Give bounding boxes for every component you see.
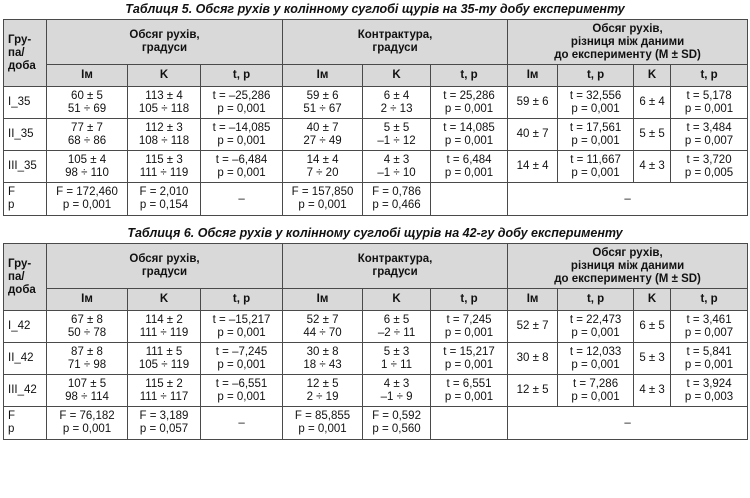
data-cell: t = 5,178 p = 0,001	[671, 87, 748, 119]
data-cell: 77 ± 7 68 ÷ 86	[47, 119, 128, 151]
data-cell: t = 32,556 p = 0,001	[558, 87, 634, 119]
data-cell: t = –14,085 p = 0,001	[201, 119, 283, 151]
data-cell	[431, 407, 508, 440]
data-cell: 12 ± 5 2 ÷ 19	[283, 375, 363, 407]
subheader-cell: t, p	[558, 289, 634, 311]
data-cell: t = 6,484 p = 0,001	[431, 151, 508, 183]
spacer	[3, 216, 747, 224]
data-cell: t = –6,551 p = 0,001	[201, 375, 283, 407]
col-group-header: Обсяг рухів, різниця між даними до експерименту (M ± SD)	[508, 244, 748, 289]
row-label: F p	[4, 407, 47, 440]
data-cell: F = 3,189 p = 0,057	[128, 407, 201, 440]
table-row	[4, 87, 748, 119]
data-cell: t = 17,561 p = 0,001	[558, 119, 634, 151]
data-cell: F = 85,855 p = 0,001	[283, 407, 363, 440]
data-cell: 4 ± 3	[634, 375, 671, 407]
subheader-cell: t, p	[201, 289, 283, 311]
data-cell: t = –7,245 p = 0,001	[201, 343, 283, 375]
subheader-row	[4, 65, 748, 87]
header-row	[4, 244, 748, 289]
data-cell: 67 ± 8 50 ÷ 78	[47, 311, 128, 343]
data-cell: t = 3,484 p = 0,007	[671, 119, 748, 151]
table-caption: Таблиця 5. Обсяг рухів у колінному суглобі щурів на 35-ту добу експерименту	[125, 2, 625, 16]
subheader-cell: t, p	[431, 289, 508, 311]
data-cell: 105 ± 4 98 ÷ 110	[47, 151, 128, 183]
document	[3, 0, 747, 440]
subheader-cell: t, p	[558, 65, 634, 87]
data-cell: 14 ± 4	[508, 151, 558, 183]
table-row	[4, 151, 748, 183]
col-group-header: Контрактура, градуси	[283, 244, 508, 289]
data-cell: t = 14,085 p = 0,001	[431, 119, 508, 151]
data-cell: 6 ± 5 –2 ÷ 11	[363, 311, 431, 343]
data-cell: 30 ± 8 18 ÷ 43	[283, 343, 363, 375]
data-cell: t = 3,924 p = 0,003	[671, 375, 748, 407]
subheader-cell: t, p	[671, 289, 748, 311]
data-cell: F = 157,850 p = 0,001	[283, 183, 363, 216]
data-cell: t = 7,286 p = 0,001	[558, 375, 634, 407]
data-cell: t = 22,473 p = 0,001	[558, 311, 634, 343]
data-cell: 87 ± 8 71 ÷ 98	[47, 343, 128, 375]
row-label: III_42	[4, 375, 47, 407]
data-cell: t = 5,841 p = 0,001	[671, 343, 748, 375]
data-cell: 30 ± 8	[508, 343, 558, 375]
col-group-header: Обсяг рухів, градуси	[47, 244, 283, 289]
data-cell: 5 ± 3 1 ÷ 11	[363, 343, 431, 375]
subheader-cell: K	[363, 65, 431, 87]
subheader-cell: K	[363, 289, 431, 311]
data-cell: F = 76,182 p = 0,001	[47, 407, 128, 440]
data-cell: 113 ± 4 105 ÷ 118	[128, 87, 201, 119]
subheader-cell: t, p	[431, 65, 508, 87]
data-cell: t = 15,217 p = 0,001	[431, 343, 508, 375]
data-cell: 4 ± 3 –1 ÷ 10	[363, 151, 431, 183]
row-label: F p	[4, 183, 47, 216]
data-cell: t = 11,667 p = 0,001	[558, 151, 634, 183]
f-stat-row	[4, 407, 748, 440]
data-cell: –	[201, 407, 283, 440]
data-cell: 14 ± 4 7 ÷ 20	[283, 151, 363, 183]
data-cell: 6 ± 4	[634, 87, 671, 119]
data-cell: 12 ± 5	[508, 375, 558, 407]
subheader-cell: Iм	[47, 65, 128, 87]
subheader-cell: K	[128, 65, 201, 87]
data-cell: 6 ± 5	[634, 311, 671, 343]
table-row	[4, 375, 748, 407]
subheader-cell: Iм	[508, 289, 558, 311]
subheader-cell: K	[634, 289, 671, 311]
data-cell: 6 ± 4 2 ÷ 13	[363, 87, 431, 119]
subheader-cell: Iм	[283, 289, 363, 311]
col-group-header: Контрактура, градуси	[283, 20, 508, 65]
data-cell: t = 25,286 p = 0,001	[431, 87, 508, 119]
data-cell: F = 2,010 p = 0,154	[128, 183, 201, 216]
subheader-cell: K	[634, 65, 671, 87]
data-cell: –	[508, 407, 748, 440]
data-cell: t = 12,033 p = 0,001	[558, 343, 634, 375]
data-cell: 5 ± 3	[634, 343, 671, 375]
data-cell: 111 ± 5 105 ÷ 119	[128, 343, 201, 375]
data-cell: 40 ± 7 27 ÷ 49	[283, 119, 363, 151]
data-cell: 52 ± 7	[508, 311, 558, 343]
data-cell	[431, 183, 508, 216]
col-group-header: Обсяг рухів, градуси	[47, 20, 283, 65]
group-header-cell: Гру- па/ доба	[4, 20, 47, 87]
group-header-cell: Гру- па/ доба	[4, 244, 47, 311]
table-row	[4, 311, 748, 343]
data-cell: F = 172,460 p = 0,001	[47, 183, 128, 216]
subheader-cell: K	[128, 289, 201, 311]
data-cell: t = –25,286 p = 0,001	[201, 87, 283, 119]
table-caption: Таблиця 6. Обсяг рухів у колінному суглобі щурів на 42-гу добу експерименту	[127, 226, 623, 240]
data-cell: 59 ± 6	[508, 87, 558, 119]
data-table	[3, 19, 748, 216]
subheader-row	[4, 289, 748, 311]
data-cell: t = 3,720 p = 0,005	[671, 151, 748, 183]
data-cell: 112 ± 3 108 ÷ 118	[128, 119, 201, 151]
subheader-cell: Iм	[47, 289, 128, 311]
data-cell: t = 3,461 p = 0,007	[671, 311, 748, 343]
data-cell: –	[508, 183, 748, 216]
data-cell: 59 ± 6 51 ÷ 67	[283, 87, 363, 119]
data-cell: F = 0,786 p = 0,466	[363, 183, 431, 216]
data-cell: 52 ± 7 44 ÷ 70	[283, 311, 363, 343]
data-table	[3, 243, 748, 440]
data-cell: t = –6,484 p = 0,001	[201, 151, 283, 183]
row-label: II_42	[4, 343, 47, 375]
subheader-cell: t, p	[671, 65, 748, 87]
data-cell: 4 ± 3 –1 ÷ 9	[363, 375, 431, 407]
row-label: I_35	[4, 87, 47, 119]
data-cell: 107 ± 5 98 ÷ 114	[47, 375, 128, 407]
row-label: II_35	[4, 119, 47, 151]
subheader-cell: t, p	[201, 65, 283, 87]
data-cell: –	[201, 183, 283, 216]
row-label: I_42	[4, 311, 47, 343]
data-cell: 114 ± 2 111 ÷ 119	[128, 311, 201, 343]
data-cell: 4 ± 3	[634, 151, 671, 183]
header-row	[4, 20, 748, 65]
subheader-cell: Iм	[508, 65, 558, 87]
data-cell: 115 ± 3 111 ÷ 119	[128, 151, 201, 183]
data-cell: 40 ± 7	[508, 119, 558, 151]
data-cell: 5 ± 5	[634, 119, 671, 151]
table-row	[4, 343, 748, 375]
data-cell: t = –15,217 p = 0,001	[201, 311, 283, 343]
data-cell: t = 7,245 p = 0,001	[431, 311, 508, 343]
data-cell: 115 ± 2 111 ÷ 117	[128, 375, 201, 407]
col-group-header: Обсяг рухів, різниця між даними до експерименту (M ± SD)	[508, 20, 748, 65]
row-label: III_35	[4, 151, 47, 183]
table-row	[4, 119, 748, 151]
subheader-cell: Iм	[283, 65, 363, 87]
f-stat-row	[4, 183, 748, 216]
data-cell: 5 ± 5 –1 ÷ 12	[363, 119, 431, 151]
data-cell: 60 ± 5 51 ÷ 69	[47, 87, 128, 119]
data-cell: t = 6,551 p = 0,001	[431, 375, 508, 407]
data-cell: F = 0,592 p = 0,560	[363, 407, 431, 440]
